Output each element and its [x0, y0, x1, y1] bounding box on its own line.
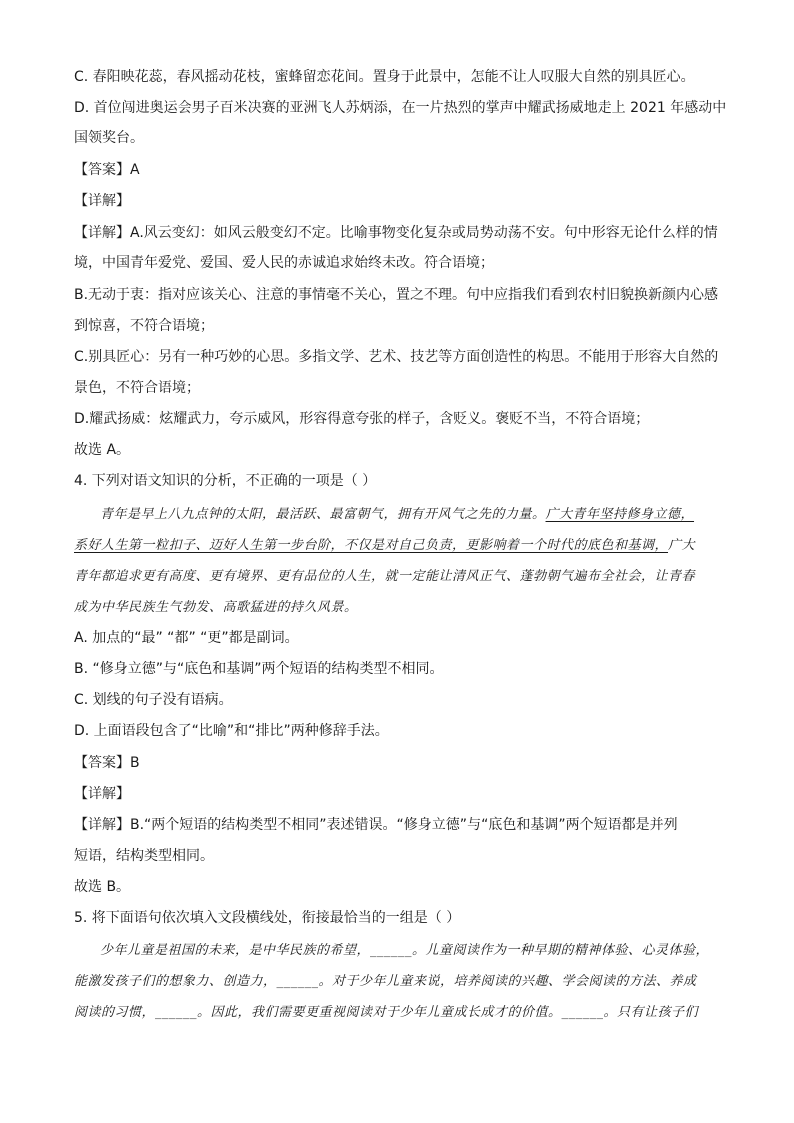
q3-option-d-line1: D. 首位闯进奥运会男子百米决赛的亚洲飞人苏炳添，在一片热烈的掌声中耀武扬威地走上 2021 年感动中 — [74, 100, 727, 116]
q3-conclusion: 故选 A。 — [74, 442, 131, 458]
q3-answer — [74, 160, 734, 180]
answer-value: A — [130, 162, 140, 178]
q3-detail-line2: 境，中国青年爱党、爱国、爱人民的赤诚追求始终未改。符合语境； — [74, 255, 494, 271]
q4-option-b: B. “修身立德”与“底色和基调”两个短语的结构类型不相同。 — [74, 661, 444, 677]
q4-option-d: D. 上面语段包含了“比喻”和“排比”两种修辞手法。 — [74, 723, 389, 739]
q3-detail-line6: 景色，不符合语境； — [74, 380, 200, 396]
q3-detail-line4: 到惊喜，不符合语境； — [74, 318, 214, 334]
passage-text: 青年是早上八九点钟的太阳，最活跃、最富朝气，拥有开风气之先的力量。 — [100, 507, 546, 522]
underlined-sentence: 系好人生第一粒扣子、迈好人生第一步台阶，不仅是对自己负责，更影响着一个时代的底色和基调， — [74, 538, 669, 553]
q3-option-c: C. 春阳映花蕊，春风摇动花枝，蜜蜂留恋花间。置身于此景中，怎能不让人叹服大自然的别具匠心。 — [74, 69, 695, 85]
q3-detail-line3: B.无动于衷：指对应该关心、注意的事情毫不关心，置之不理。句中应指我们看到农村旧貌换新颜内心感 — [74, 287, 719, 303]
answer-label: 【答案】 — [74, 755, 130, 771]
q3-option-d-line2: 国领奖台。 — [74, 130, 144, 146]
q4-option-a: A. 加点的“最” “都” “更”都是副词。 — [74, 630, 299, 646]
q4-passage-line3: 青年都追求更有高度、更有境界、更有品位的人生，就一定能让清风正气、蓬勃朝气遍布全社会，让青春 — [74, 569, 696, 584]
q4-detail-line1: 【详解】B.“两个短语的结构类型不相同”表述错误。“修身立德”与“底色和基调”两个短语都是并列 — [74, 817, 678, 833]
q5-passage-line2: 能激发孩子们的想象力、创造力，______。对于少年儿童来说，培养阅读的兴趣、学会阅读的方法、养成 — [74, 974, 697, 989]
q4-passage-line1 — [100, 505, 760, 525]
passage-text: 广大 — [668, 538, 696, 553]
q4-passage-line2 — [74, 536, 734, 556]
q4-option-c: C. 划线的句子没有语病。 — [74, 692, 233, 708]
q4-answer — [74, 753, 734, 773]
q5-stem: 5. 将下面语句依次填入文段横线处，衔接最恰当的一组是（ ） — [74, 910, 461, 926]
q5-passage-line1: 少年儿童是祖国的未来，是中华民族的希望，______。儿童阅读作为一种早期的精神体验、心灵体验， — [100, 943, 710, 958]
q4-detail-line2: 短语，结构类型相同。 — [74, 848, 214, 864]
q4-stem: 4. 下列对语文知识的分析，不正确的一项是（ ） — [74, 473, 377, 489]
q5-passage-line3: 阅读的习惯，______。因此，我们需要更重视阅读对于少年儿童成长成才的价值。______。只有让孩子们 — [74, 1005, 699, 1020]
q3-detail-line5: C.别具匠心：另有一种巧妙的心思。多指文学、艺术、技艺等方面创造性的构思。不能用于形容大自然的 — [74, 349, 719, 365]
q4-conclusion: 故选 B。 — [74, 879, 131, 895]
underlined-sentence: 广大青年坚持修身立德， — [545, 507, 695, 522]
answer-value: B — [130, 755, 140, 771]
q3-detail-line7: D.耀武扬威：炫耀武力，夸示威风，形容得意夸张的样子，含贬义。褒贬不当，不符合语境； — [74, 411, 650, 427]
q3-detail-heading: 【详解】 — [74, 193, 130, 209]
q4-detail-heading: 【详解】 — [74, 786, 130, 802]
answer-label: 【答案】 — [74, 162, 130, 178]
q4-passage-line4: 成为中华民族生气勃发、高歌猛进的持久风景。 — [74, 600, 358, 615]
q3-detail-line1: 【详解】A.风云变幻：如风云般变幻不定。比喻事物变化复杂或局势动荡不安。句中形容无论什么样的情 — [74, 225, 718, 241]
